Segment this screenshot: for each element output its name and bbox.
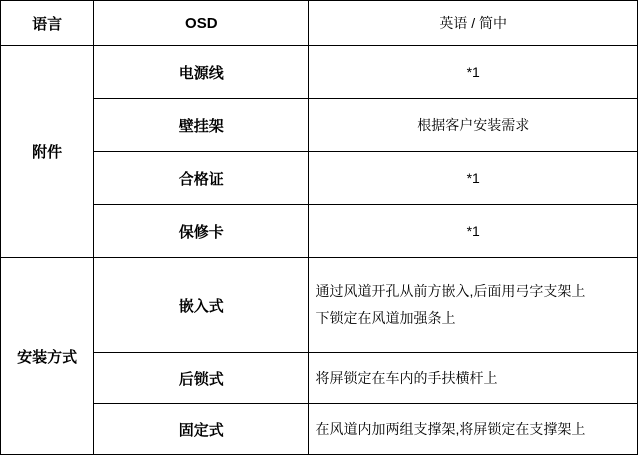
value-line-group bbox=[315, 278, 637, 331]
item-cell-embedded: 嵌入式 bbox=[94, 258, 309, 353]
category-cell-language: 语言 bbox=[1, 1, 94, 46]
item-cell-wall-mount: 壁挂架 bbox=[94, 99, 309, 152]
item-cell-warranty-card: 保修卡 bbox=[94, 205, 309, 258]
value-cell-wall-mount: 根据客户安装需求 bbox=[309, 99, 638, 152]
item-cell-certificate: 合格证 bbox=[94, 152, 309, 205]
table-row bbox=[1, 205, 638, 258]
specification-table-body bbox=[1, 1, 638, 455]
table-row bbox=[1, 353, 638, 404]
value-line-1: 通过风道开孔从前方嵌入,后面用弓字支架上 bbox=[315, 283, 586, 300]
item-cell-power-cord: 电源线 bbox=[94, 46, 309, 99]
category-cell-accessories: 附件 bbox=[1, 46, 94, 258]
table-row bbox=[1, 99, 638, 152]
table-row bbox=[1, 404, 638, 455]
value-cell-fixed: 在风道内加两组支撑架,将屏锁定在支撑架上 bbox=[309, 404, 638, 455]
value-cell-certificate: *1 bbox=[309, 152, 638, 205]
table-row bbox=[1, 46, 638, 99]
item-cell-osd: OSD bbox=[94, 1, 309, 46]
value-cell-osd: 英语 / 简中 bbox=[309, 1, 638, 46]
table-row bbox=[1, 258, 638, 353]
table-row bbox=[1, 1, 638, 46]
value-cell-embedded bbox=[309, 258, 638, 353]
item-cell-fixed: 固定式 bbox=[94, 404, 309, 455]
value-line-2: 下锁定在风道加强条上 bbox=[315, 310, 456, 326]
value-cell-warranty-card: *1 bbox=[309, 205, 638, 258]
value-cell-rear-lock: 将屏锁定在车内的手扶横杆上 bbox=[309, 353, 638, 404]
category-cell-installation: 安装方式 bbox=[1, 258, 94, 455]
item-cell-rear-lock: 后锁式 bbox=[94, 353, 309, 404]
value-cell-power-cord: *1 bbox=[309, 46, 638, 99]
table-row bbox=[1, 152, 638, 205]
